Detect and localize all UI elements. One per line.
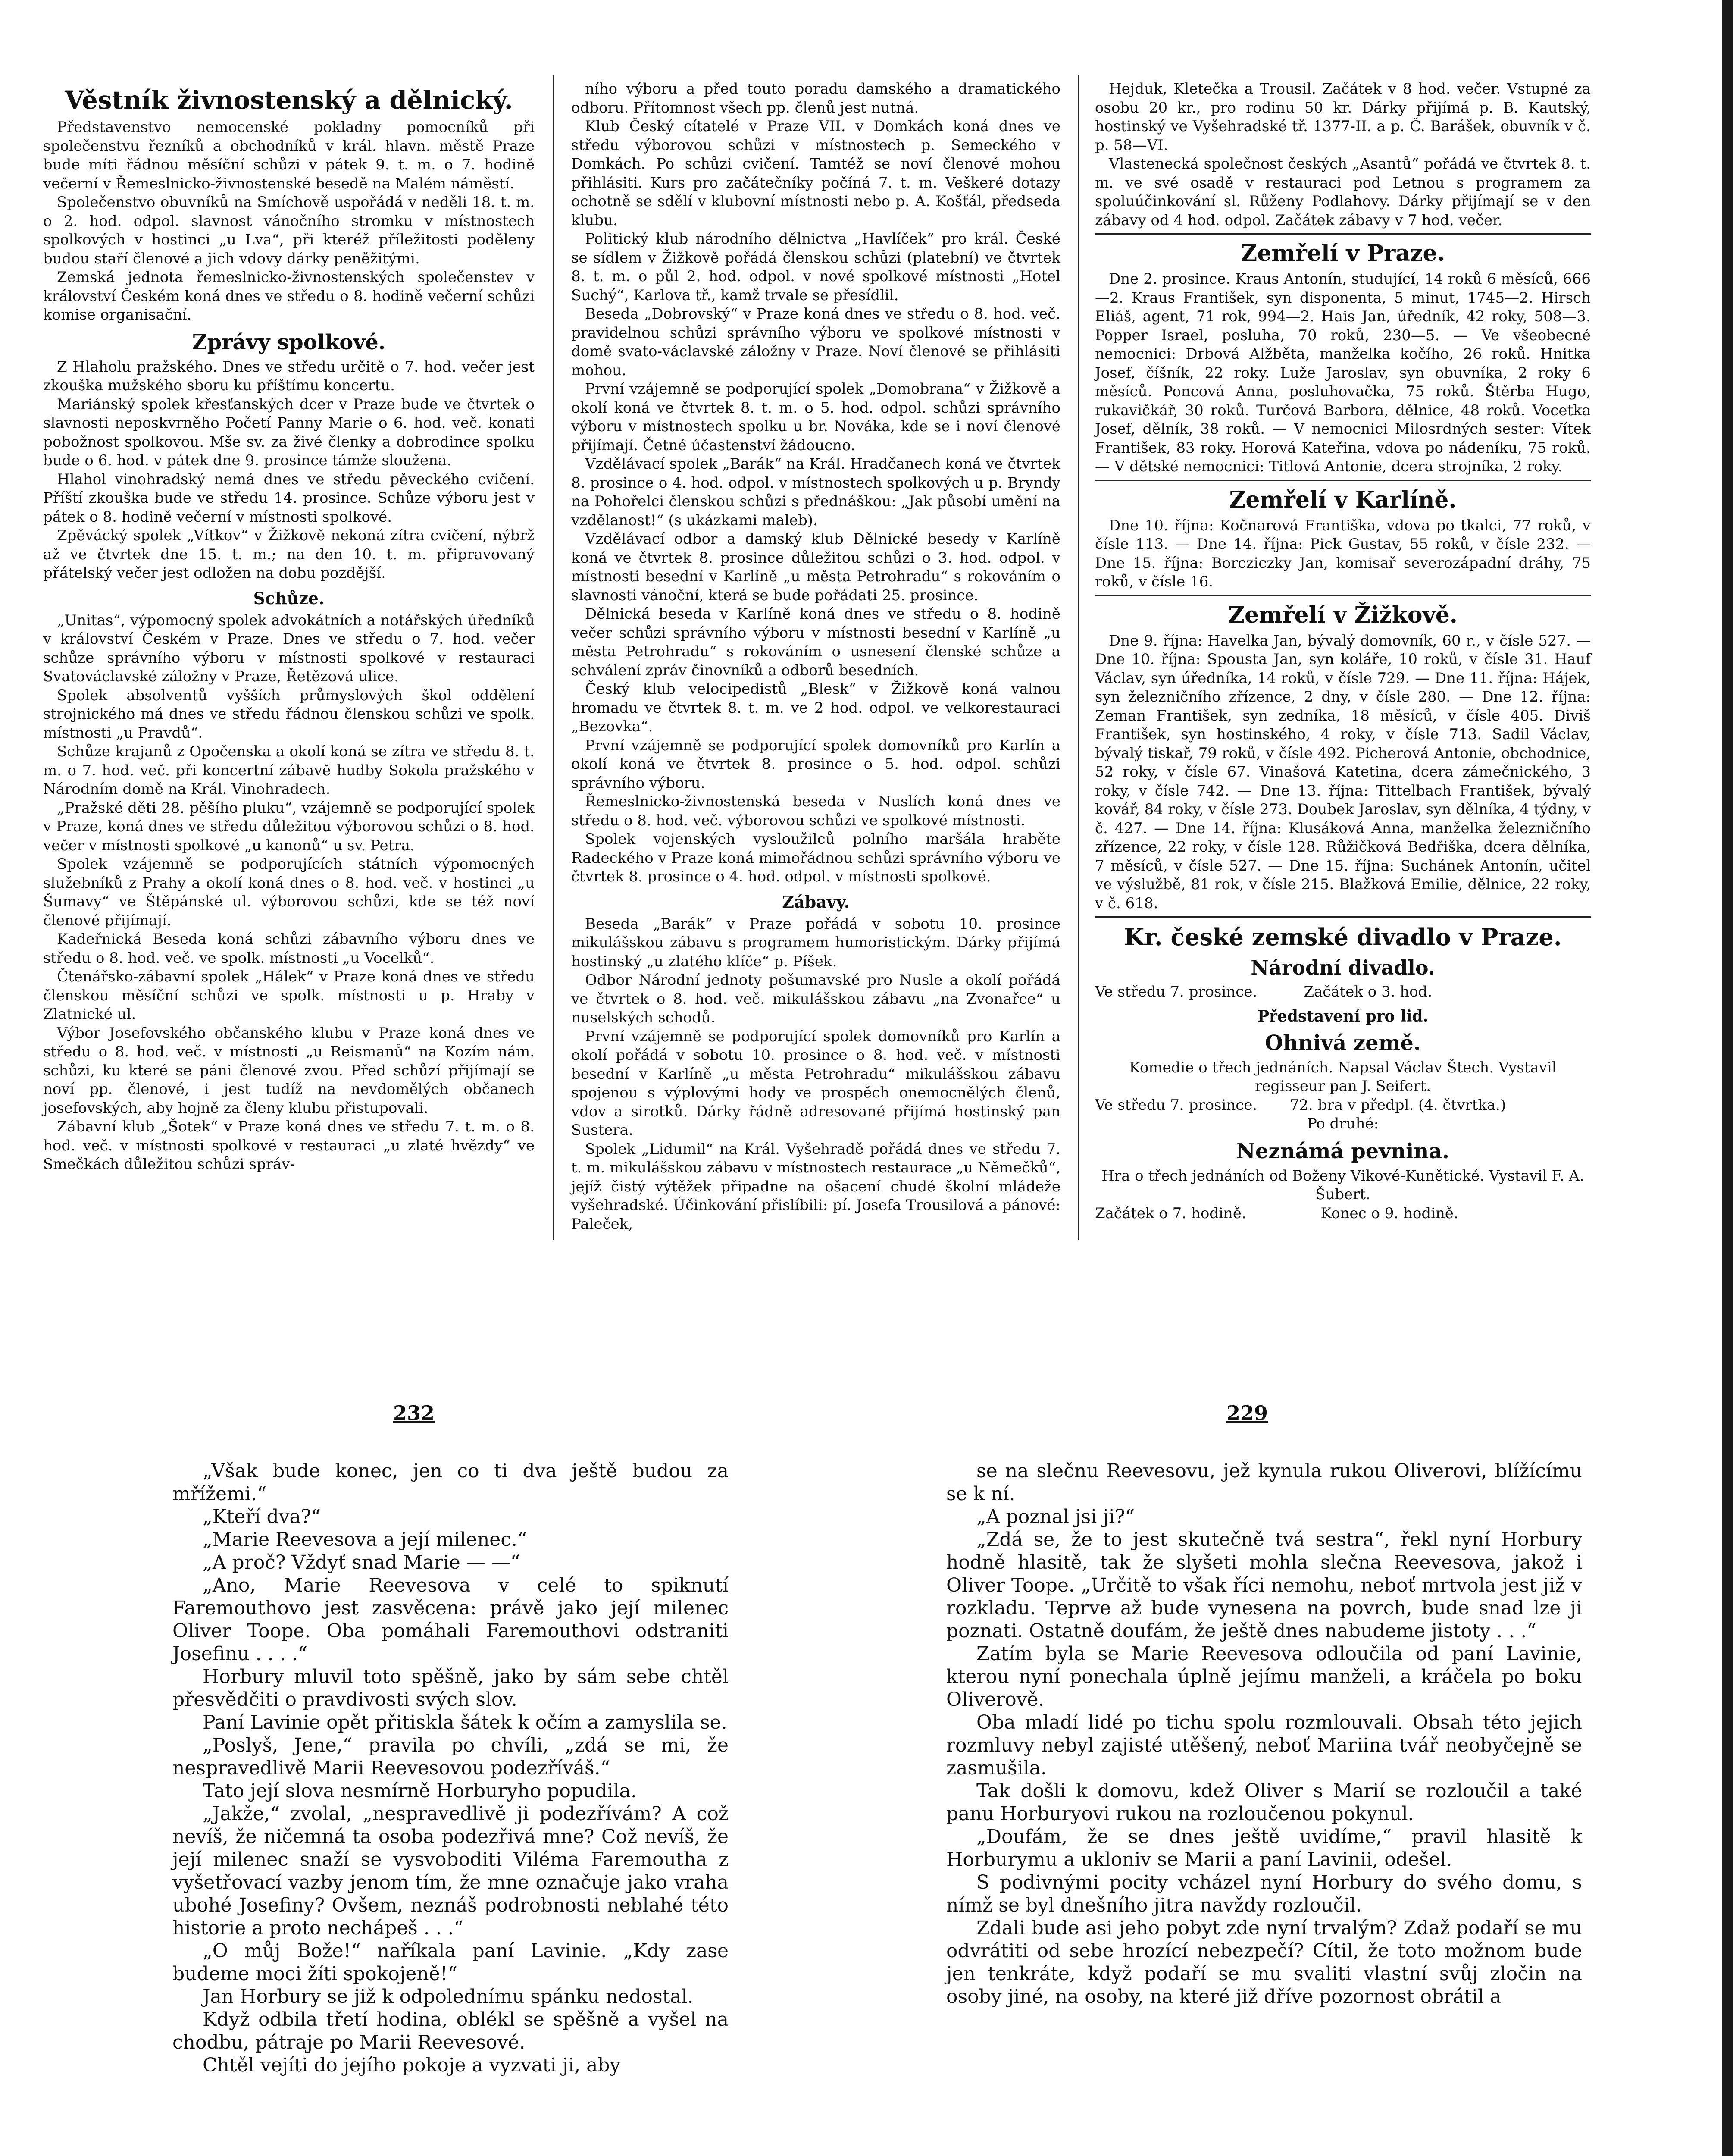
notice-paragraph: Dne 2. prosince. Kraus Antonín, studující, 14 roků 6 měsíců, 666—2. Kraus František, syn disponenta, 5 minut, 1745—2. Hirsch Eliáš, agent, 71 rok, 994—2. Hais Jan, úředník, 42 roky, 508—3. Popper Israel, posluha, 70 roků, 230—5. — Ve všeobecné nemocnici: Drbová Alžběta, manželka kočího, 26 roků. Hnitka Josef, číšník, 22 roky. Luže Jaroslav, syn obuvníka, 2 roky 6 měsíců. Poncová Anna, posluhovačka, 75 roků. Štěrba Hugo, rukavičkář, 30 roků. Turčová Barbora, dělnice, 48 roků. Vocetka Josef, dělník, 38 roků. — V nemocnici Milosrdných sester: Vítek František, 83 roky. Horová Kateřina, vdova po nádeníku, 75 roků. — V dětské nemocnici: Titlová Antonie, dcera strojníka, 2 roky. bbox=[1095, 270, 1591, 475]
notice-paragraph: Vlastenecká společnost českých „Asantů“ pořádá ve čtvrtek 8. t. m. ve své osadě v restauraci pod Letnou s programem za spoluúčinkování sl. Růženy Podlahovy. Dárky přijímají se v den zábavy od 4 hod. odpol. Začátek zábavy v 7 hod. večer. bbox=[1095, 155, 1591, 229]
story-paragraph: Zdali bude asi jeho pobyt zde nyní trvalým? Zdaž podaří se mu odvrátiti od sebe hrozící nebezpečí? Cítil, že toto možnom bude jen tenkráte, když podaří se mu svaliti vlastní svůj zločin na osoby jiné, na osoby, na které již dříve pozornost obrátil a bbox=[946, 1917, 1582, 2008]
centered-line: Komedie o třech jednáních. Napsal Václav Štech. Vystavil regisseur pan J. Seifert. bbox=[1129, 1059, 1557, 1095]
column-zemreli-divadlo bbox=[1095, 80, 1591, 1223]
notice-paragraph: „Unitas“, výpomocný spolek advokátních a notářských úředníků v království Českém v Praze. Dnes ve středu o 7. hod. večer schůze správního výboru v místnosti spolkové v restauraci Svatováclavské záložny v Praze, Řetězová ulice. bbox=[43, 611, 535, 685]
story-paragraph: „Poslyš, Jene,“ pravila po chvíli, „zdá se mi, že nespravedlivě Marii Reevesovou podezříváš.“ bbox=[172, 1734, 729, 1779]
story-left-column bbox=[172, 1460, 729, 2077]
story-paragraph: Tato její slova nesmírně Horburyho popudila. bbox=[203, 1780, 637, 1802]
notice-paragraph: Řemeslnicko-živnostenská beseda v Nuslích koná dnes ve středu o 8. hod. več. výborovou schůzi ve spolkové místnosti. bbox=[571, 793, 1060, 829]
notice-paragraph: Kadeřnická Beseda koná schůzi zábavního výboru dnes ve středu o 8. hod. več. ve spolk. místnosti „u Vocelků“. bbox=[43, 931, 535, 967]
notice-paragraph: Hlahol vinohradský nemá dnes ve středu pěveckého cvičení. Příští zkouška bude ve středu 14. prosince. Schůze výboru jest v pátek o 8. hodině večerní v místnosti spolkové. bbox=[43, 470, 535, 526]
page-number-right: 229 bbox=[1226, 1401, 1268, 1425]
column-spolkove bbox=[571, 80, 1060, 1234]
notice-paragraph: Představenstvo nemocenské pokladny pomocníků při společenstvu řezníků a obchodníků v král. hlavn. městě Praze bude míti řádnou měsíční schůzi v pátek 9. t. m. o 7. hodině večerní v Řemeslnicko-živnostenské besedě na Malém náměstí. bbox=[43, 119, 535, 192]
story-paragraph: „Kteří dva?“ bbox=[203, 1506, 321, 1528]
story-paragraph: „O můj Bože!“ naříkala paní Lavinie. „Kdy zase budeme moci žíti spokojeně!“ bbox=[172, 1940, 729, 1985]
section-rule bbox=[1095, 233, 1591, 235]
section-heading: Neznámá pevnina. bbox=[1236, 1139, 1450, 1163]
section-heading: Národní divadlo. bbox=[1251, 956, 1435, 979]
notice-paragraph: Zpěvácký spolek „Vítkov“ v Žižkově nekoná zítra cvičení, nýbrž až ve čtvrtek dne 15. t. m.; na den 10. t. m. připravovaný přátelský večer jest odložen na dobu pozdější. bbox=[43, 527, 535, 582]
notice-paragraph: Český klub velocipedistů „Blesk“ v Žižkově koná valnou hromadu ve čtvrtek 8. t. m. ve 2 hod. odpol. ve velkorestauraci „Bezovka“. bbox=[571, 680, 1060, 735]
notice-paragraph: Dne 10. října: Kočnarová Františka, vdova po tkalci, 77 roků, v čísle 113. — Dne 14. října: Pick Gustav, 55 roků, v čísle 232. — Dne 15. října: Borcziczky Jan, komisař severozápadní dráhy, 75 roků, v čísle 16. bbox=[1095, 517, 1591, 590]
notice-paragraph: Zemská jednota řemeslnicko-živnostenských společenstev v království Českém koná dnes ve středu o 8. hodině večerní schůzi komise organisační. bbox=[43, 269, 535, 323]
centered-line: Hra o třech jednáních od Boženy Vikové-Kunětické. Vystavil F. A. Šubert. bbox=[1101, 1167, 1584, 1203]
section-heading: Zemřelí v Karlíně. bbox=[1229, 486, 1457, 513]
notice-paragraph: Dne 9. října: Havelka Jan, bývalý domovník, 60 r., v čísle 527. — Dne 10. října: Spousta Jan, syn koláře, 10 roků, v čísle 31. Hauf Václav, syn úředníka, 14 roků, v čísle 729. — Dne 11. října: Hájek, syn železničního zřízence, 2 dny, v čísle 280. — Dne 12. října: Zeman František, syn zedníka, 18 měsíců, v čísle 405. Diviš František, syn hostinského, 4 roky, v čísle 713. Sadil Václav, bývalý tiskař, 79 roků, v čísle 492. Picherová Antonie, obchodnice, 52 roky, v čísle 67. Vinašová Katetina, dcera zámečnického, 3 roky, v čísle 742. — Dne 13. října: Tittelbach František, bývalý kovář, 84 roky, v čísle 273. Doubek Jaroslav, syn dělníka, 4 týdny, v č. 427. — Dne 14. října: Klusáková Anna, manželka železničního zřízence, 22 roky, v čísle 128. Růžičková Bedřiška, dcera dělníka, 7 měsíců, v čísle 527. — Dne 15. října: Suchánek Antonín, učitel ve výslužbě, 81 rok, v čísle 215. Blažková Emilie, dělnice, 22 roky, v č. 618. bbox=[1095, 632, 1591, 912]
notice-paragraph: Spolek absolventů vyšších průmyslových škol oddělení strojnického má dnes ve středu řádnou členskou schůzi ve spolk. místnosti „u Pravdů“. bbox=[43, 686, 535, 742]
notice-paragraph: Mariánský spolek křesťanských dcer v Praze bude ve čtvrtek o slavnosti neposkvrněho Početí Panny Marie o 6. hod. več. konati pobožnost spolkovou. Mše sv. za živé členky a dobrodince spolku bude o 6. hod. v pátek dne 9. prosince támže sloužena. bbox=[43, 395, 535, 469]
notice-paragraph: Odbor Národní jednoty pošumavské pro Nusle a okolí pořádá ve čtvrtek o 8. hod. več. mikulášskou zábavu „na Zvonařce“ u nuselských schodů. bbox=[571, 971, 1060, 1026]
story-paragraph: „Jakže,“ zvolal, „nespravedlivě ji podezřívám? A což nevíš, že ničemná ta osoba podezřivá mne? Což nevíš, že její milenec snaží se vysvoboditi Viléma Faremoutha z vyšetřovací vazby jenom tím, že mne označuje jako vraha ubohé Josefiny? Ovšem, neznáš podrobnosti neblahé této historie a proto nechápeš . . .“ bbox=[172, 1803, 729, 1939]
section-heading: Věstník živnostenský a dělnický. bbox=[65, 85, 513, 115]
notice-paragraph: Z Hlaholu pražského. Dnes ve středu určitě o 7. hod. večer jest zkouška mužského sboru ku příštímu koncertu. bbox=[43, 358, 535, 394]
notice-paragraph: „Pražské děti 28. pěšího pluku“, vzájemně se podporující spolek v Praze, koná dnes ve středu důležitou výborovou schůzi o 8. hod. večer v místnosti spolkové „u kanonů“ u sv. Petra. bbox=[43, 799, 535, 854]
story-paragraph: „Zdá se, že to jest skutečně tvá sestra“, řekl nyní Horbury hodně hlasitě, tak že slyšeti mohla slečna Reevesova, jakož i Oliver Toope. „Určitě to však říci nemohu, neboť mrtvola jest již v rozkladu. Teprve až bude vynesena na povrch, bude snad lze ji poznati. Ostatně doufám, že ještě dnes nabudeme jistoty . . .“ bbox=[946, 1529, 1582, 1642]
centered-line: Po druhé: bbox=[1307, 1115, 1379, 1132]
section-heading: Zprávy spolkové. bbox=[192, 330, 386, 354]
story-paragraph: Horbury mluvil toto spěšně, jako by sám sebe chtěl přesvědčiti o pravdivosti svých slov. bbox=[172, 1666, 729, 1711]
notice-paragraph: Výbor Josefovského občanského klubu v Praze koná dnes ve středu o 8. hod. več. v místnosti „u Reismanů“ na Kozím nám. schůzi, ku které se páni členové zvou. Před schůzí přijímají se noví pp. členové, i jest tudíž na nevdomělých občanech josefovských, aby hojně za členy klubu přistupovali. bbox=[43, 1024, 535, 1117]
page-number-left: 232 bbox=[393, 1401, 435, 1425]
notice-paragraph: Politický klub národního dělnictva „Havlíček“ pro král. České se sídlem v Žižkově pořádá členskou schůzi (platební) ve čtvrtek 8. t. m. o půl 2. hod. odpol. v nové spolkové místnosti „Hotel Suchý“, Karlova tř., kamž trvale se přesídlil. bbox=[571, 230, 1060, 304]
story-paragraph: Když odbila třetí hodina, oblékl se spěšně a vyšel na chodbu, pátraje po Marii Reevesové. bbox=[172, 2009, 729, 2053]
column-divider bbox=[1078, 75, 1079, 1240]
section-heading: Zábavy. bbox=[782, 892, 850, 912]
story-paragraph: „A proč? Vždyť snad Marie — —“ bbox=[203, 1551, 520, 1573]
notice-paragraph: První vzájemně se podporující spolek domovníků pro Karlín a okolí pořádá v sobotu 10. prosince o 8. hod. več. v místnosti besední v Karlíně „u města Petrohradu“ mikulášskou zábavu spojenou s výplovými hody ve prospěch onemocnělých členů, vdov a sirotků. Dárky řádně adresované přijímá hostinský pan Sustera. bbox=[571, 1028, 1060, 1139]
notice-paragraph: Spolek „Lidumil“ na Král. Vyšehradě pořádá dnes ve středu 7. t. m. mikulášskou zábavu v místnostech restaurace „u Němečků“, jejíž čistý výtěžek připadne na ošacení chudé školní mládeže vyšehradské. Účinkování přislíbili: pí. Josefa Trousilová a pánové: Paleček, bbox=[571, 1140, 1060, 1233]
story-paragraph: se na slečnu Reevesovu, jež kynula rukou Oliverovi, blížícímu se k ní. bbox=[946, 1460, 1582, 1505]
notice-paragraph: První vzájemně se podporující spolek domovníků pro Karlín a okolí koná ve čtvrtek 8. prosince o 5. hod. odpol. schůzi správního výboru. bbox=[571, 736, 1060, 792]
notice-paragraph: Hejduk, Kletečka a Trousil. Začátek v 8 hod. večer. Vstupné za osobu 20 kr., pro rodinu 50 kr. Dárky přijímá p. B. Kautský, hostinský ve Vyšehradské tř. 1377-II. a p. Č. Barášek, obuvník v č. p. 58—VI. bbox=[1095, 80, 1591, 154]
notice-paragraph: Spolek vzájemně se podporujících státních výpomocných služebníků z Prahy a okolí koná dnes o 8. hod. več. v hostinci „u Šumavy“ ve Štěpánské ul. výborovou schůzi, kde se též noví členové přijímají. bbox=[43, 856, 535, 929]
section-rule bbox=[1095, 916, 1591, 918]
section-rule bbox=[1095, 480, 1591, 481]
story-paragraph: Zatím byla se Marie Reevesova odloučila od paní Lavinie, kterou nyní ponechala úplně jejímu manželi, a kráčela po boku Oliverově. bbox=[946, 1643, 1582, 1711]
notice-paragraph: Klub Český cítatelé v Praze VII. v Domkách koná dnes ve středu výborovou schůzi v místnostech p. Semeckého v Domkách. Po schůzi cvičení. Tamtéž se noví členové mohou přihlásiti. Kurs pro začátečníky počíná 7. t. m. Veškeré dotazy ochotně se sdělí v klubovní místnosti nebo p. A. Košťál, předseda klubu. bbox=[571, 118, 1060, 229]
notice-paragraph: Spolek vojenských vysloužilců polního maršála hraběte Radeckého v Praze koná mimořádnou schůzi správního výboru ve čtvrtek 8. prosince o 4. hod. odpol. v místnosti spolkové. bbox=[571, 830, 1060, 885]
story-paragraph: „Ano, Marie Reevesova v celé to spiknutí Faremouthovo jest zasvěcena: právě jako její milenec Oliver Toope. Oba pomáhali Faremouthovi odstraniti Josefinu . . . .“ bbox=[172, 1574, 729, 1665]
scan-dark-edge bbox=[1722, 0, 1733, 2156]
program-line: Ve středu 7. prosince. 72. bra v předpl. (4. čtvrtka.) bbox=[1095, 1096, 1506, 1114]
column-divider bbox=[553, 75, 554, 1240]
story-paragraph: „Doufám, že se dnes ještě uvidíme,“ pravil hlasitě k Horburymu a ukloniv se Marii a paní Lavinii, odešel. bbox=[946, 1826, 1582, 1871]
notice-paragraph: Beseda „Dobrovský“ v Praze koná dnes ve středu o 8. hod. več. pravidelnou schůzi správního výboru ve spolkové místnosti v domě svato-václavské záložny v Praze. Noví členové se přihlásiti mohou. bbox=[571, 305, 1060, 379]
program-line: Začátek o 7. hodině. Konec o 9. hodině. bbox=[1095, 1204, 1458, 1222]
section-heading: Schůze. bbox=[253, 588, 325, 608]
column-vestnik bbox=[43, 80, 535, 1174]
story-paragraph: Chtěl vejíti do jejího pokoje a vyzvati ji, aby bbox=[203, 2054, 621, 2076]
section-heading: Kr. české zemské divadlo v Praze. bbox=[1124, 923, 1562, 951]
section-heading: Zemřelí v Žižkově. bbox=[1228, 602, 1458, 628]
story-paragraph: Oba mladí lidé po tichu spolu rozmlouvali. Obsah této jejich rozmluvy nebyl zajisté utěšený, neboť Mariina tvář neobyčejně se zasmušila. bbox=[946, 1711, 1582, 1779]
story-paragraph: Paní Lavinie opět přitiskla šátek k očím a zamyslila se. bbox=[203, 1711, 727, 1733]
section-heading: Zemřelí v Praze. bbox=[1241, 240, 1445, 266]
notice-paragraph: Vzdělávací spolek „Barák“ na Král. Hradčanech koná ve čtvrtek 8. prosince o 4. hod. odpol. v místnostech spolkových u p. Bryndy na Pohořelci členskou schůzi s přednáškou: „Jak působí umění na vzdělanost!“ (s ukázkami maleb). bbox=[571, 455, 1060, 529]
section-heading: Ohnivá země. bbox=[1265, 1031, 1421, 1055]
story-paragraph: Tak došli k domovu, kdež Oliver s Marií se rozloučil a také panu Horburyovi rukou na rozloučenou pokynul. bbox=[946, 1780, 1582, 1825]
notice-paragraph: Vzdělávací odbor a damský klub Dělnické besedy v Karlíně koná ve čtvrtek 8. prosince důležitou schůzi o 3. hod. odpol. v místnosti besední v Karlíně „u města Petrohradu“ s rokováním o slavnosti vánoční, která se bude pořádati 25. prosince. bbox=[571, 530, 1060, 604]
notice-paragraph: Dělnická beseda v Karlíně koná dnes ve středu o 8. hodině večer schůzi správního výboru v místnosti besední v Karlíně „u města Petrohradu“ s rokováním o usnesení členské schůze a schválení zpráv činovníků a odborů besedních. bbox=[571, 605, 1060, 679]
story-paragraph: Jan Horbury se již k odpolednímu spánku nedostal. bbox=[203, 1986, 694, 2008]
story-paragraph: „Marie Reevesova a její milenec.“ bbox=[203, 1529, 527, 1551]
section-rule bbox=[1095, 595, 1591, 596]
story-right-column bbox=[946, 1460, 1582, 2008]
notice-paragraph: První vzájemně se podporující spolek „Domobrana“ v Žižkově a okolí koná ve čtvrtek 8. t. m. o 5. hod. odpol. schůzi správního výboru v místnostech spolku u br. Nováka, kde se i noví členové přijímají. Četné účastenství žádoucno. bbox=[571, 380, 1060, 454]
notice-paragraph: Schůze krajanů z Opočenska a okolí koná se zítra ve středu 8. t. m. o 7. hod. več. při koncertní zábavě hudby Sokola pražského v Národním domě na Král. Vinohradech. bbox=[43, 743, 535, 798]
notice-paragraph: Čtenářsko-zábavní spolek „Hálek“ v Praze koná dnes ve středu členskou měsíční schůzi ve spolk. místnosti u p. Hraby v Zlatnické ul. bbox=[43, 968, 535, 1023]
story-paragraph: „Však bude konec, jen co ti dva ještě budou za mřížemi.“ bbox=[172, 1460, 729, 1505]
notice-paragraph: Beseda „Barák“ v Praze pořádá v sobotu 10. prosince mikulášskou zábavu s programem humoristickým. Dárky přijímá hostinský „u zlatého klíče“ p. Píšek. bbox=[571, 915, 1060, 970]
notice-paragraph: Zábavní klub „Šotek“ v Praze koná dnes ve středu 7. t. m. o 8. hod. več. v místnosti spolkové v restauraci „u zlaté hvězdy“ ve Smečkách důležitou schůzi správ- bbox=[43, 1118, 535, 1173]
program-line: Ve středu 7. prosince. Začátek o 3. hod. bbox=[1095, 983, 1433, 1000]
section-heading: Představení pro lid. bbox=[1257, 1007, 1429, 1025]
notice-paragraph: Společenstvo obuvníků na Smíchově uspořádá v neděli 18. t. m. o 2. hod. odpol. slavnost vánočního stromku v místnostech spolkových v hostinci „u Lva“, při kteréž příležitosti poděleny budou staří členové a jich vdovy dárky peněžitými. bbox=[43, 194, 535, 267]
story-paragraph: S podivnými pocity vcházel nyní Horbury do svého domu, s nímž se byl dnešního jitra navždy rozloučil. bbox=[946, 1871, 1582, 1916]
notice-paragraph: ního výboru a před touto poradu damského a dramatického odboru. Přítomnost všech pp. členů jest nutná. bbox=[571, 80, 1060, 116]
story-paragraph: „A poznal jsi ji?“ bbox=[976, 1506, 1135, 1528]
